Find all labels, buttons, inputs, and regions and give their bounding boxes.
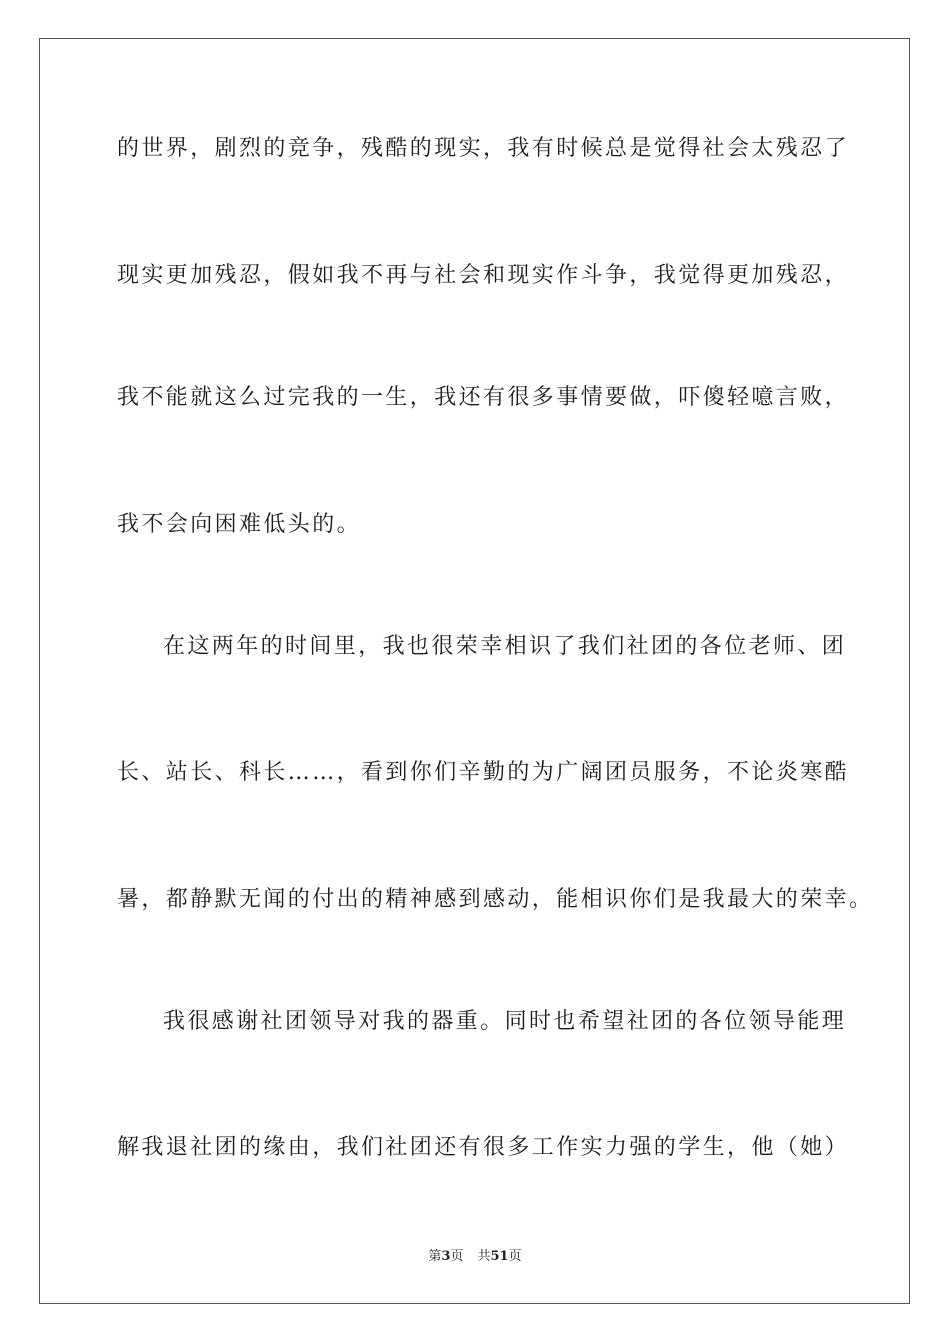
paragraph-line-5: 在这两年的时间里，我也很荣幸相识了我们社团的各位老师、团 [163, 634, 847, 659]
paragraph-line-4: 我不会向困难低头的。 [117, 512, 362, 537]
page-footer [0, 1248, 950, 1266]
paragraph-line-2: 现实更加残忍，假如我不再与社会和现实作斗争，我觉得更加残忍， [117, 263, 850, 288]
paragraph-line-3: 我不能就这么过完我的一生，我还有很多事情要做，吓傻轻噫言败， [117, 385, 850, 410]
paragraph-line-1: 的世界，剧烈的竞争，残酷的现实，我有时候总是觉得社会太残忍了 [117, 136, 850, 161]
total-suffix: 页 [508, 1249, 522, 1264]
page-border [39, 38, 910, 1304]
page-prefix: 第 [428, 1249, 442, 1264]
total-prefix: 共 [477, 1249, 491, 1264]
page-suffix: 页 [450, 1249, 464, 1264]
paragraph-line-8: 我很感谢社团领导对我的器重。同时也希望社团的各位领导能理 [163, 1009, 847, 1034]
paragraph-line-9: 解我退社团的缘由，我们社团还有很多工作实力强的学生，他（她） [117, 1135, 850, 1160]
page-current: 3 [441, 1249, 451, 1264]
paragraph-line-6: 长、站长、科长……，看到你们辛勤的为广阔团员服务，不论炎寒酷 [117, 760, 850, 785]
page-total: 51 [490, 1249, 509, 1264]
paragraph-line-7: 暑，都静默无闻的付出的精神感到感动，能相识你们是我最大的荣幸。 [117, 887, 874, 912]
